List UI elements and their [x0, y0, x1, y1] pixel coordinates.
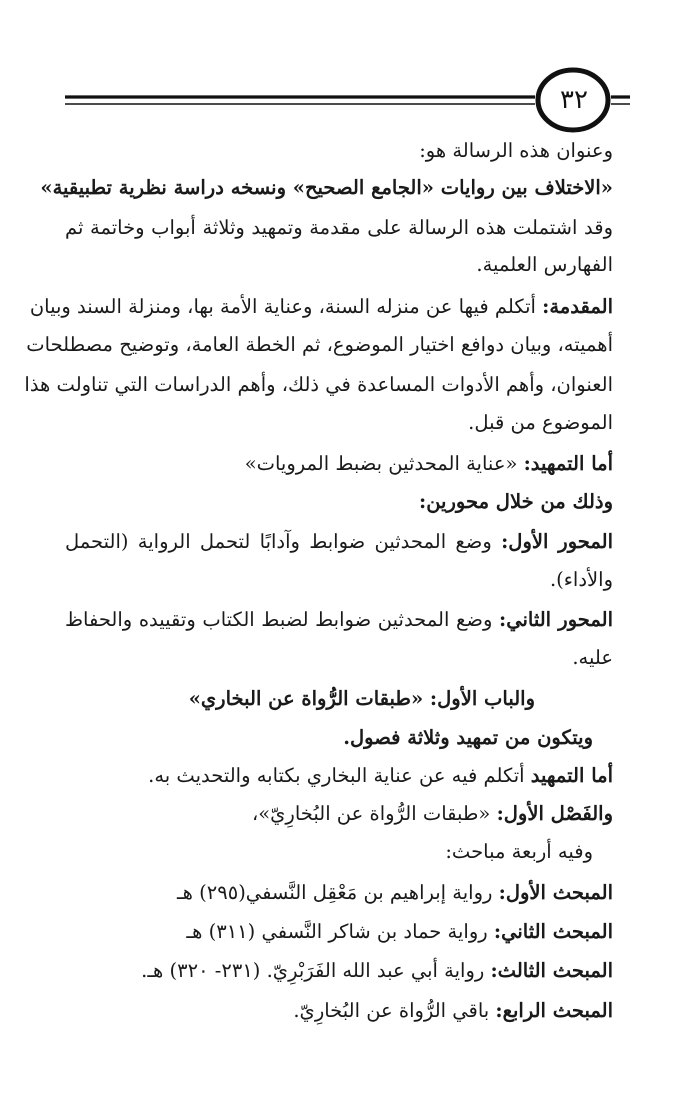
line-heading: والباب الأول:: [429, 687, 535, 710]
mabhath-3-line: [141, 954, 613, 988]
introduction-line-1: [29, 290, 613, 324]
line-text: «الاختلاف بين روايات «الجامع الصحيح» ونسخه دراسة نظرية تطبيقية»: [40, 176, 613, 199]
axes-line: [419, 485, 613, 519]
line-text: أتكلم فيها عن منزله السنة، وعناية الأمة بها، ومنزلة السند وبيان: [29, 295, 543, 318]
line-text: عليه.: [572, 646, 613, 669]
line-heading: المبحث الرابع:: [495, 999, 613, 1022]
axis-1-line-1: [65, 525, 613, 559]
axis-2-line-1: [65, 603, 613, 637]
line-heading: المبحث الثاني:: [493, 920, 613, 943]
line-text: الفهارس العلمية.: [476, 253, 613, 276]
line-text: وضع المحدثين ضوابط وآدابًا لتحمل الرواية (التحمل: [65, 530, 502, 553]
line-heading: أما التمهيد: [530, 764, 613, 787]
line-text: رواية إبراهيم بن مَعْقِل النَّسفي(٢٩٥) هـ: [176, 881, 499, 904]
mabahith-line: [445, 835, 593, 869]
bab-1-tamhid: [148, 759, 613, 793]
structure-line-1: [65, 211, 613, 245]
line-heading: المبحث الأول:: [498, 881, 613, 904]
mabhath-2-line: [186, 915, 613, 949]
introduction-line-3: [24, 368, 613, 402]
line-text: أهميته، وبيان دوافع اختيار الموضوع، ثم الخطة العامة، وتوضيح مصطلحات: [26, 333, 613, 356]
bab-1-parts: [343, 721, 593, 755]
line-text: باقي الرُّواة عن البُخارِيّ.: [293, 999, 496, 1022]
axis-2-line-2: [572, 641, 613, 675]
line-text: وذلك من خلال محورين:: [419, 490, 613, 513]
line-text: والأداء).: [549, 568, 613, 591]
line-text: «طبقات الرُّواة عن البخاري»: [188, 687, 430, 710]
line-text: الموضوع من قبل.: [468, 411, 613, 434]
line-text: «طبقات الرُّواة عن البُخارِيّ»،: [251, 802, 497, 825]
line-heading: المقدمة:: [542, 295, 613, 318]
line-text: رواية أبي عبد الله الفَرَبْرِيّ. (٢٣١- ٣٢٠) هـ.: [141, 959, 491, 982]
line-heading: والفَصْل الأول:: [496, 802, 613, 825]
line-text: «عناية المحدثين بضبط المرويات»: [244, 452, 524, 475]
line-text: وضع المحدثين ضوابط لضبط الكتاب وتقييده والحفاظ: [65, 608, 499, 631]
line-text: وفيه أربعة مباحث:: [445, 840, 593, 863]
line-text: ويتكون من تمهيد وثلاثة فصول.: [343, 726, 593, 749]
mabhath-4-line: [293, 994, 613, 1028]
introduction-line-4: [468, 406, 613, 440]
introduction-line-2: [26, 328, 613, 362]
line-text: العنوان، وأهم الأدوات المساعدة في ذلك، وأهم الدراسات التي تناولت هذا: [24, 373, 613, 396]
bab-1-heading: [189, 682, 535, 716]
line-text: أتكلم فيه عن عناية البخاري بكتابه والتحديث به.: [148, 764, 531, 787]
line-heading: المبحث الثالث:: [490, 959, 613, 982]
line-heading: المحور الثاني:: [499, 608, 613, 631]
tamhid-line: [245, 447, 613, 481]
line-heading: المحور الأول:: [501, 530, 613, 553]
line-heading: أما التمهيد:: [523, 452, 613, 475]
axis-1-line-2: [550, 563, 613, 597]
line-text: رواية حماد بن شاكر النَّسفي (٣١١) هـ: [186, 920, 494, 943]
line-text: وعنوان هذه الرسالة هو:: [419, 139, 613, 162]
thesis-title: [40, 171, 613, 205]
structure-line-2: [476, 248, 613, 282]
fasl-1-line: [252, 797, 613, 831]
line-text: وقد اشتملت هذه الرسالة على مقدمة وتمهيد وثلاثة أبواب وخاتمة ثم: [65, 216, 613, 239]
mabhath-1-line: [177, 876, 613, 910]
page-number: ٣٢: [560, 85, 588, 115]
thesis-title-intro: [419, 134, 613, 168]
